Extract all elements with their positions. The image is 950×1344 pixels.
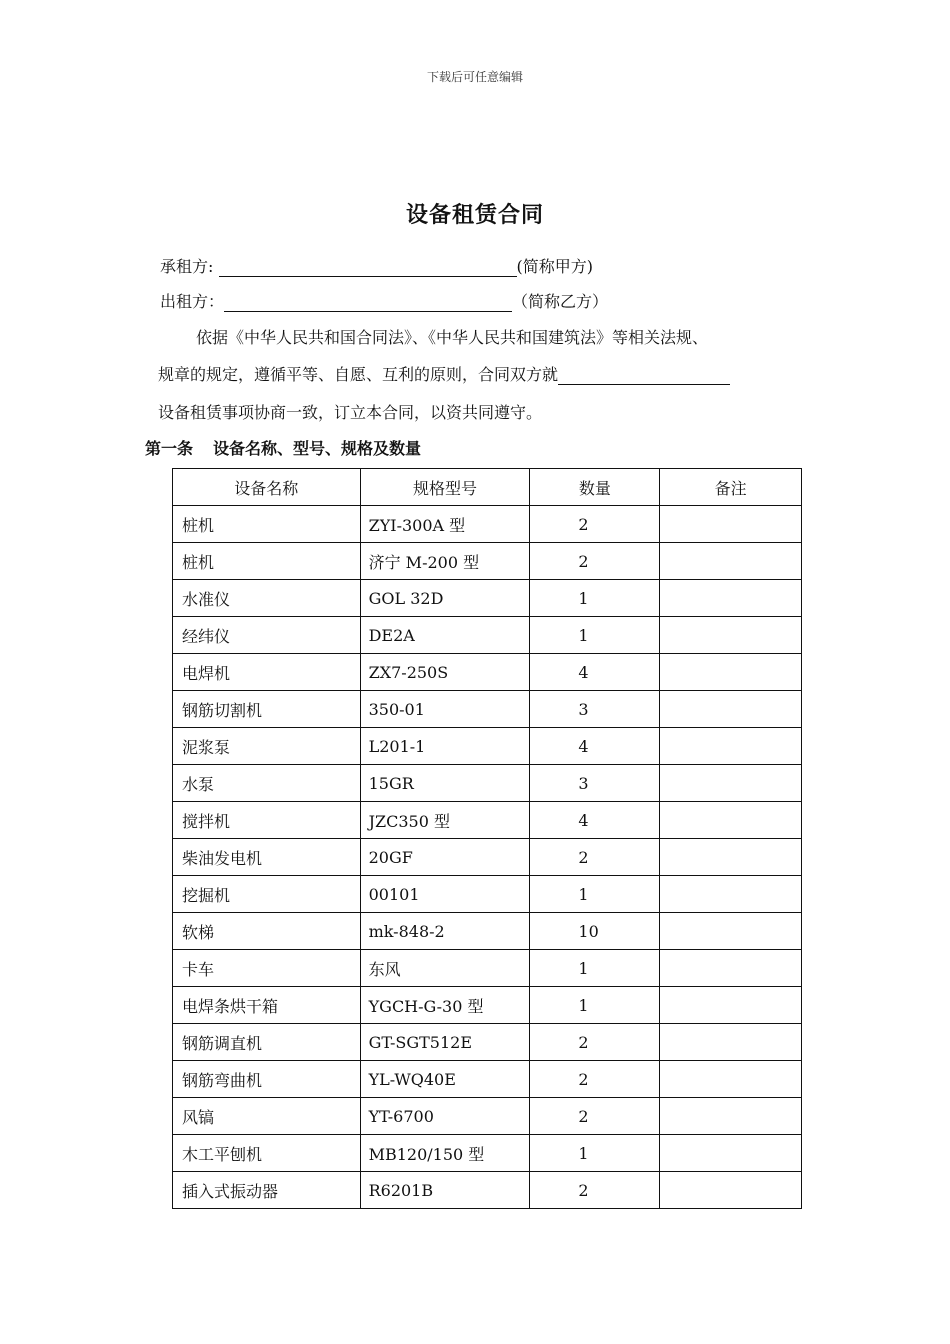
paragraph-line-2 bbox=[158, 362, 730, 385]
header-name: 设备名称 bbox=[173, 469, 361, 506]
cell-remarks bbox=[660, 987, 802, 1024]
cell-name: 泥浆泵 bbox=[173, 728, 361, 765]
cell-quantity: 4 bbox=[530, 728, 660, 765]
cell-name: 插入式振动器 bbox=[173, 1172, 361, 1209]
cell-quantity: 2 bbox=[530, 543, 660, 580]
table-row bbox=[173, 765, 802, 802]
cell-quantity: 2 bbox=[530, 839, 660, 876]
table-row bbox=[173, 1098, 802, 1135]
cell-remarks bbox=[660, 506, 802, 543]
cell-quantity: 2 bbox=[530, 1024, 660, 1061]
cell-name: 钢筋弯曲机 bbox=[173, 1061, 361, 1098]
cell-model: 15GR bbox=[360, 765, 530, 802]
cell-remarks bbox=[660, 654, 802, 691]
party-b-blank bbox=[224, 293, 512, 312]
table-row bbox=[173, 1135, 802, 1172]
cell-model: R6201B bbox=[360, 1172, 530, 1209]
cell-remarks bbox=[660, 1098, 802, 1135]
cell-model: ZX7-250S bbox=[360, 654, 530, 691]
table-header-row bbox=[173, 469, 802, 506]
cell-model: 350-01 bbox=[360, 691, 530, 728]
cell-quantity: 2 bbox=[530, 506, 660, 543]
equipment-table bbox=[172, 468, 802, 1209]
cell-quantity: 1 bbox=[530, 1135, 660, 1172]
cell-remarks bbox=[660, 802, 802, 839]
cell-name: 柴油发电机 bbox=[173, 839, 361, 876]
cell-name: 挖掘机 bbox=[173, 876, 361, 913]
table-row bbox=[173, 876, 802, 913]
header-model: 规格型号 bbox=[360, 469, 530, 506]
cell-remarks bbox=[660, 580, 802, 617]
table-row bbox=[173, 950, 802, 987]
table-row bbox=[173, 691, 802, 728]
cell-name: 电焊条烘干箱 bbox=[173, 987, 361, 1024]
cell-remarks bbox=[660, 765, 802, 802]
cell-quantity: 1 bbox=[530, 580, 660, 617]
table-row bbox=[173, 543, 802, 580]
party-a-suffix: (简称甲方) bbox=[516, 257, 593, 276]
party-a-line bbox=[160, 254, 593, 277]
cell-quantity: 2 bbox=[530, 1098, 660, 1135]
cell-remarks bbox=[660, 1172, 802, 1209]
table-row bbox=[173, 580, 802, 617]
party-a-blank bbox=[219, 258, 517, 277]
cell-name: 卡车 bbox=[173, 950, 361, 987]
cell-quantity: 2 bbox=[530, 1172, 660, 1209]
cell-model: L201-1 bbox=[360, 728, 530, 765]
cell-remarks bbox=[660, 617, 802, 654]
cell-remarks bbox=[660, 913, 802, 950]
cell-model: 20GF bbox=[360, 839, 530, 876]
table-row bbox=[173, 1061, 802, 1098]
paragraph-line-1: 依据《中华人民共和国合同法》、《中华人民共和国建筑法》等相关法规、 bbox=[196, 328, 709, 347]
cell-quantity: 1 bbox=[530, 987, 660, 1024]
table-row bbox=[173, 1172, 802, 1209]
cell-quantity: 1 bbox=[530, 876, 660, 913]
cell-model: 济宁 M-200 型 bbox=[360, 543, 530, 580]
cell-model: 00101 bbox=[360, 876, 530, 913]
cell-name: 钢筋调直机 bbox=[173, 1024, 361, 1061]
table-row bbox=[173, 506, 802, 543]
cell-name: 搅拌机 bbox=[173, 802, 361, 839]
cell-name: 经纬仪 bbox=[173, 617, 361, 654]
table-row bbox=[173, 1024, 802, 1061]
cell-name: 电焊机 bbox=[173, 654, 361, 691]
table-body bbox=[173, 506, 802, 1209]
cell-name: 桩机 bbox=[173, 506, 361, 543]
cell-name: 桩机 bbox=[173, 543, 361, 580]
cell-name: 钢筋切割机 bbox=[173, 691, 361, 728]
cell-model: GT-SGT512E bbox=[360, 1024, 530, 1061]
cell-name: 软梯 bbox=[173, 913, 361, 950]
document-title: 设备租赁合同 bbox=[405, 202, 544, 228]
cell-model: MB120/150 型 bbox=[360, 1135, 530, 1172]
cell-model: YL-WQ40E bbox=[360, 1061, 530, 1098]
cell-model: 东风 bbox=[360, 950, 530, 987]
cell-model: GOL 32D bbox=[360, 580, 530, 617]
cell-remarks bbox=[660, 728, 802, 765]
paragraph-blank bbox=[558, 366, 730, 385]
table-row bbox=[173, 839, 802, 876]
table-row bbox=[173, 654, 802, 691]
cell-quantity: 4 bbox=[530, 802, 660, 839]
table-row bbox=[173, 913, 802, 950]
table-row bbox=[173, 728, 802, 765]
section-heading bbox=[145, 436, 421, 459]
cell-quantity: 1 bbox=[530, 617, 660, 654]
party-a-label: 承租方: bbox=[160, 257, 214, 276]
cell-model: YGCH-G-30 型 bbox=[360, 987, 530, 1024]
header-quantity: 数量 bbox=[530, 469, 660, 506]
cell-remarks bbox=[660, 839, 802, 876]
section-title: 设备名称、型号、规格及数量 bbox=[213, 439, 422, 458]
cell-model: JZC350 型 bbox=[360, 802, 530, 839]
cell-remarks bbox=[660, 876, 802, 913]
cell-quantity: 3 bbox=[530, 691, 660, 728]
cell-remarks bbox=[660, 950, 802, 987]
cell-name: 木工平刨机 bbox=[173, 1135, 361, 1172]
cell-remarks bbox=[660, 543, 802, 580]
cell-name: 风镐 bbox=[173, 1098, 361, 1135]
header-note: 下载后可任意编辑 bbox=[426, 70, 523, 84]
paragraph-line-2-text: 规章的规定，遵循平等、自愿、互利的原则，合同双方就 bbox=[158, 365, 559, 384]
party-b-label: 出租方： bbox=[160, 292, 225, 311]
party-b-line bbox=[160, 289, 608, 312]
header-remarks: 备注 bbox=[660, 469, 802, 506]
table-row bbox=[173, 802, 802, 839]
cell-remarks bbox=[660, 691, 802, 728]
table-row bbox=[173, 987, 802, 1024]
party-b-suffix: （简称乙方） bbox=[512, 292, 609, 311]
cell-quantity: 2 bbox=[530, 1061, 660, 1098]
cell-name: 水泵 bbox=[173, 765, 361, 802]
table-row bbox=[173, 617, 802, 654]
cell-model: YT-6700 bbox=[360, 1098, 530, 1135]
cell-name: 水准仪 bbox=[173, 580, 361, 617]
cell-quantity: 3 bbox=[530, 765, 660, 802]
cell-remarks bbox=[660, 1024, 802, 1061]
cell-quantity: 10 bbox=[530, 913, 660, 950]
cell-quantity: 4 bbox=[530, 654, 660, 691]
cell-model: ZYI-300A 型 bbox=[360, 506, 530, 543]
section-number: 第一条 bbox=[145, 439, 194, 458]
paragraph-line-3: 设备租赁事项协商一致，订立本合同，以资共同遵守。 bbox=[158, 403, 543, 422]
cell-remarks bbox=[660, 1061, 802, 1098]
cell-model: DE2A bbox=[360, 617, 530, 654]
cell-quantity: 1 bbox=[530, 950, 660, 987]
cell-remarks bbox=[660, 1135, 802, 1172]
cell-model: mk-848-2 bbox=[360, 913, 530, 950]
